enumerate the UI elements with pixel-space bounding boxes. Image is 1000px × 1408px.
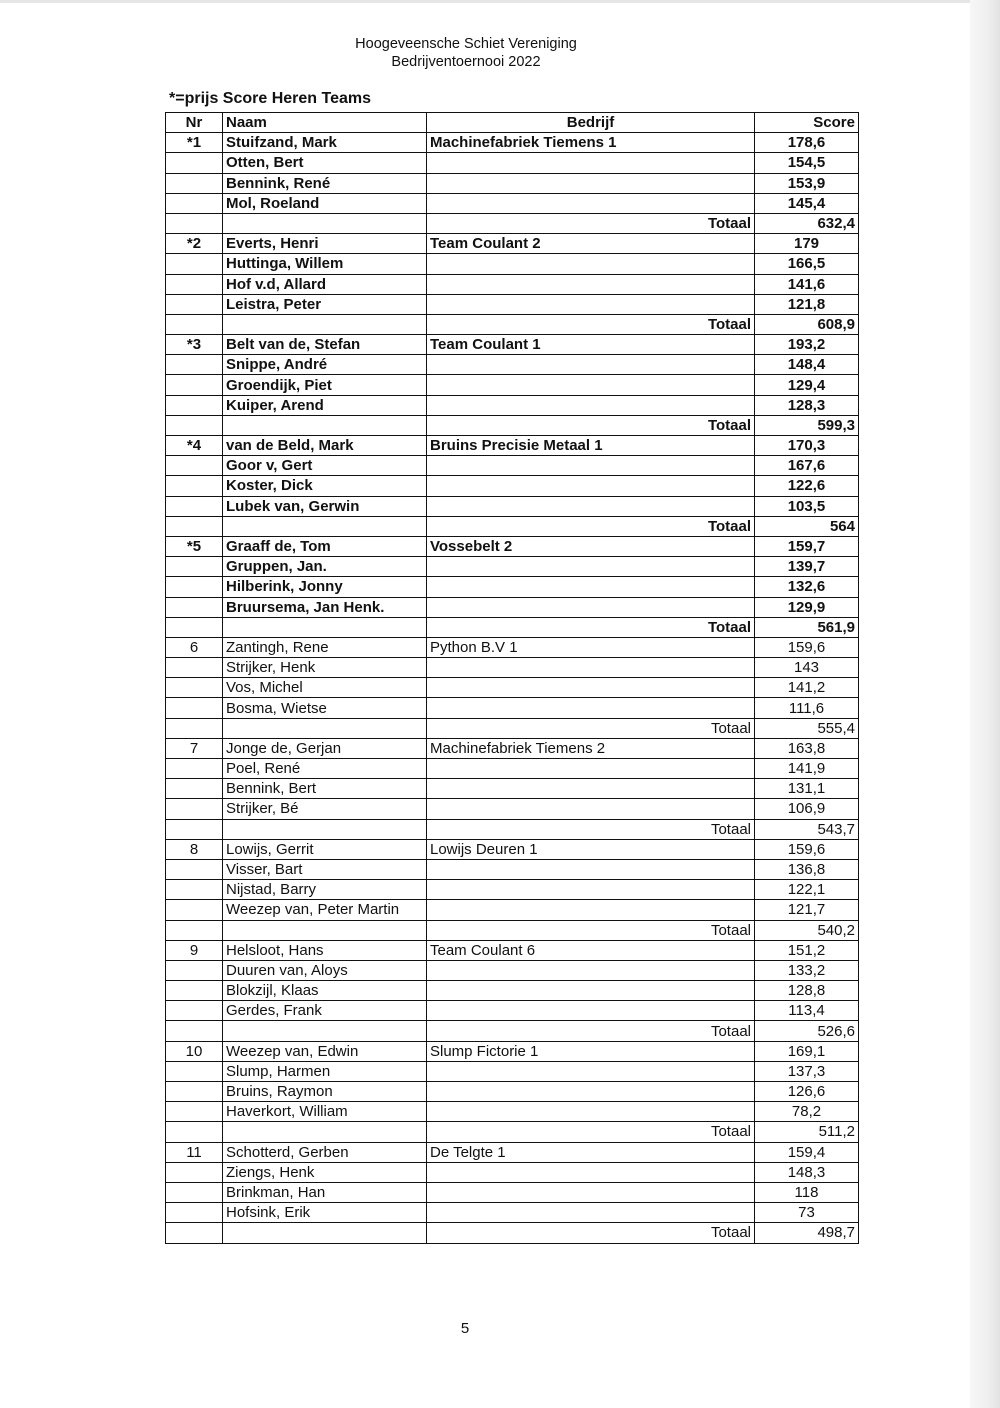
team-rank [166,759,223,779]
member-score: 169,1 [755,1041,859,1061]
member-name: Stuifzand, Mark [223,133,427,153]
member-name: Ziengs, Henk [223,1162,427,1182]
team-member-row [166,1041,859,1061]
company-name [427,153,755,173]
member-score: 193,2 [755,335,859,355]
document-header [166,35,766,71]
team-member-row [166,1061,859,1081]
company-name [427,658,755,678]
total-empty-naam [223,213,427,233]
company-name [427,254,755,274]
team-total: 511,2 [755,1122,859,1142]
total-empty-nr [166,1223,223,1243]
member-score: 78,2 [755,1102,859,1122]
team-total: 543,7 [755,819,859,839]
team-member-row [166,375,859,395]
team-member-row [166,133,859,153]
member-score: 159,4 [755,1142,859,1162]
team-member-row [166,1001,859,1021]
total-empty-nr [166,718,223,738]
team-rank [166,193,223,213]
member-score: 128,3 [755,395,859,415]
member-score: 159,7 [755,536,859,556]
member-name: Otten, Bert [223,153,427,173]
total-empty-nr [166,213,223,233]
team-member-row [166,153,859,173]
total-empty-naam [223,819,427,839]
team-total: 561,9 [755,617,859,637]
page-number: 5 [460,1320,470,1337]
total-empty-nr [166,415,223,435]
total-label: Totaal [427,1021,755,1041]
company-name [427,597,755,617]
header-score: Score [755,113,859,133]
team-rank [166,395,223,415]
member-score: 167,6 [755,456,859,476]
member-score: 73 [755,1203,859,1223]
total-label: Totaal [427,617,755,637]
member-score: 137,3 [755,1061,859,1081]
team-member-row [166,274,859,294]
member-name: Lubek van, Gerwin [223,496,427,516]
member-name: Hofsink, Erik [223,1203,427,1223]
team-total-row [166,516,859,536]
team-member-row [166,335,859,355]
team-rank [166,456,223,476]
company-name: Slump Fictorie 1 [427,1041,755,1061]
team-member-row [166,1082,859,1102]
company-name [427,759,755,779]
team-rank [166,577,223,597]
company-name [427,1102,755,1122]
team-rank [166,375,223,395]
team-scores-table [165,112,859,1244]
company-name [427,1061,755,1081]
member-score: 159,6 [755,839,859,859]
total-empty-nr [166,819,223,839]
member-name: Hof v.d, Allard [223,274,427,294]
member-name: Gerdes, Frank [223,1001,427,1021]
company-name [427,173,755,193]
team-member-row [166,1182,859,1202]
member-name: Blokzijl, Klaas [223,981,427,1001]
company-name [427,476,755,496]
company-name: Python B.V 1 [427,637,755,657]
team-rank [166,294,223,314]
member-score: 129,4 [755,375,859,395]
company-name [427,900,755,920]
total-empty-naam [223,314,427,334]
member-name: Strijker, Henk [223,658,427,678]
member-score: 143 [755,658,859,678]
member-name: Bennink, René [223,173,427,193]
member-name: Weezep van, Edwin [223,1041,427,1061]
team-member-row [166,436,859,456]
team-rank [166,597,223,617]
team-member-row [166,1102,859,1122]
team-total: 526,6 [755,1021,859,1041]
team-total: 498,7 [755,1223,859,1243]
member-name: Lowijs, Gerrit [223,839,427,859]
team-member-row [166,456,859,476]
total-label: Totaal [427,920,755,940]
team-total-row [166,920,859,940]
member-score: 139,7 [755,557,859,577]
company-name: Machinefabriek Tiemens 1 [427,133,755,153]
club-name: Hoogeveensche Schiet Vereniging [355,36,577,52]
company-name: Team Coulant 2 [427,234,755,254]
team-rank [166,1182,223,1202]
company-name: Lowijs Deuren 1 [427,839,755,859]
member-name: Helsloot, Hans [223,940,427,960]
team-member-row [166,1162,859,1182]
total-label: Totaal [427,1122,755,1142]
team-rank [166,1082,223,1102]
company-name [427,456,755,476]
member-score: 153,9 [755,173,859,193]
team-rank [166,355,223,375]
team-total: 555,4 [755,718,859,738]
team-member-row [166,678,859,698]
team-rank [166,1061,223,1081]
member-score: 178,6 [755,133,859,153]
member-score: 133,2 [755,960,859,980]
member-score: 136,8 [755,859,859,879]
team-rank [166,254,223,274]
team-rank [166,1102,223,1122]
member-name: Strijker, Bé [223,799,427,819]
team-rank: *5 [166,536,223,556]
member-name: Gruppen, Jan. [223,557,427,577]
member-name: Schotterd, Gerben [223,1142,427,1162]
company-name [427,193,755,213]
total-empty-naam [223,920,427,940]
team-member-row [166,173,859,193]
total-empty-nr [166,1122,223,1142]
member-score: 179 [755,234,859,254]
team-rank [166,1203,223,1223]
company-name [427,698,755,718]
team-rank: 7 [166,738,223,758]
member-score: 148,3 [755,1162,859,1182]
member-score: 141,9 [755,759,859,779]
total-empty-naam [223,516,427,536]
member-score: 163,8 [755,738,859,758]
total-label: Totaal [427,314,755,334]
total-empty-naam [223,617,427,637]
member-name: Duuren van, Aloys [223,960,427,980]
total-empty-nr [166,1021,223,1041]
team-member-row [166,193,859,213]
team-rank [166,960,223,980]
member-name: Visser, Bart [223,859,427,879]
team-rank [166,274,223,294]
company-name: Machinefabriek Tiemens 2 [427,738,755,758]
company-name: Bruins Precisie Metaal 1 [427,436,755,456]
member-name: Brinkman, Han [223,1182,427,1202]
team-member-row [166,1203,859,1223]
team-member-row [166,981,859,1001]
team-member-row [166,234,859,254]
member-name: Kuiper, Arend [223,395,427,415]
team-rank [166,496,223,516]
member-score: 141,6 [755,274,859,294]
member-name: Haverkort, William [223,1102,427,1122]
member-name: Bruins, Raymon [223,1082,427,1102]
member-name: Weezep van, Peter Martin [223,900,427,920]
member-score: 126,6 [755,1082,859,1102]
company-name: Team Coulant 6 [427,940,755,960]
company-name [427,577,755,597]
company-name [427,1203,755,1223]
member-score: 122,1 [755,880,859,900]
company-name [427,557,755,577]
team-member-row [166,476,859,496]
member-score: 113,4 [755,1001,859,1021]
company-name [427,294,755,314]
company-name [427,395,755,415]
member-score: 166,5 [755,254,859,274]
scan-top-edge [0,0,1000,3]
member-score: 106,9 [755,799,859,819]
member-score: 121,7 [755,900,859,920]
member-name: Huttinga, Willem [223,254,427,274]
total-empty-nr [166,314,223,334]
team-member-row [166,496,859,516]
header-bedrijf: Bedrijf [427,113,755,133]
member-name: Slump, Harmen [223,1061,427,1081]
company-name [427,375,755,395]
member-score: 170,3 [755,436,859,456]
team-total-row [166,718,859,738]
company-name [427,1162,755,1182]
team-rank [166,476,223,496]
team-rank: 9 [166,940,223,960]
member-name: Leistra, Peter [223,294,427,314]
scan-right-edge [970,0,1000,1408]
team-member-row [166,698,859,718]
company-name: De Telgte 1 [427,1142,755,1162]
team-rank [166,173,223,193]
member-name: Vos, Michel [223,678,427,698]
team-rank: *2 [166,234,223,254]
tournament-title: Bedrijventoernooi 2022 [391,54,541,70]
total-label: Totaal [427,819,755,839]
company-name: Team Coulant 1 [427,335,755,355]
total-label: Totaal [427,718,755,738]
member-score: 145,4 [755,193,859,213]
table-header-row [166,113,859,133]
member-score: 148,4 [755,355,859,375]
company-name [427,1082,755,1102]
total-empty-naam [223,1021,427,1041]
company-name [427,799,755,819]
team-member-row [166,658,859,678]
team-rank [166,859,223,879]
team-total: 632,4 [755,213,859,233]
member-score: 132,6 [755,577,859,597]
team-rank [166,557,223,577]
team-member-row [166,839,859,859]
member-name: Bosma, Wietse [223,698,427,718]
member-name: Bruursema, Jan Henk. [223,597,427,617]
company-name [427,779,755,799]
member-name: Poel, René [223,759,427,779]
team-member-row [166,536,859,556]
team-member-row [166,637,859,657]
total-empty-nr [166,516,223,536]
team-rank [166,1001,223,1021]
team-rank: 8 [166,839,223,859]
member-name: Snippe, André [223,355,427,375]
team-total: 608,9 [755,314,859,334]
team-member-row [166,880,859,900]
team-rank [166,880,223,900]
member-score: 118 [755,1182,859,1202]
company-name [427,960,755,980]
total-empty-nr [166,617,223,637]
member-score: 111,6 [755,698,859,718]
team-member-row [166,940,859,960]
header-naam: Naam [223,113,427,133]
team-total-row [166,1223,859,1243]
member-name: Bennink, Bert [223,779,427,799]
company-name [427,981,755,1001]
team-total-row [166,617,859,637]
member-name: Goor v, Gert [223,456,427,476]
total-empty-nr [166,920,223,940]
member-name: Belt van de, Stefan [223,335,427,355]
team-rank: 11 [166,1142,223,1162]
team-member-row [166,799,859,819]
member-name: Koster, Dick [223,476,427,496]
team-total-row [166,314,859,334]
team-member-row [166,759,859,779]
company-name [427,1182,755,1202]
member-name: Jonge de, Gerjan [223,738,427,758]
team-total: 564 [755,516,859,536]
team-total: 599,3 [755,415,859,435]
member-score: 122,6 [755,476,859,496]
member-name: Zantingh, Rene [223,637,427,657]
company-name [427,496,755,516]
member-score: 128,8 [755,981,859,1001]
total-empty-naam [223,1223,427,1243]
member-name: Graaff de, Tom [223,536,427,556]
team-member-row [166,738,859,758]
team-rank: *1 [166,133,223,153]
team-rank [166,678,223,698]
member-score: 141,2 [755,678,859,698]
total-label: Totaal [427,415,755,435]
team-member-row [166,294,859,314]
team-member-row [166,355,859,375]
team-total-row [166,1021,859,1041]
member-name: Mol, Roeland [223,193,427,213]
total-label: Totaal [427,1223,755,1243]
company-name [427,1001,755,1021]
member-name: van de Beld, Mark [223,436,427,456]
total-empty-naam [223,1122,427,1142]
team-member-row [166,779,859,799]
total-label: Totaal [427,516,755,536]
header-nr: Nr [166,113,223,133]
company-name [427,355,755,375]
team-rank [166,799,223,819]
team-member-row [166,254,859,274]
team-member-row [166,900,859,920]
company-name [427,880,755,900]
total-empty-naam [223,415,427,435]
company-name [427,274,755,294]
team-rank [166,698,223,718]
team-member-row [166,1142,859,1162]
team-total-row [166,819,859,839]
member-score: 129,9 [755,597,859,617]
team-member-row [166,597,859,617]
team-rank: *4 [166,436,223,456]
company-name [427,678,755,698]
member-name: Hilberink, Jonny [223,577,427,597]
team-total: 540,2 [755,920,859,940]
member-name: Nijstad, Barry [223,880,427,900]
member-score: 103,5 [755,496,859,516]
team-member-row [166,395,859,415]
company-name: Vossebelt 2 [427,536,755,556]
team-member-row [166,960,859,980]
team-rank [166,1162,223,1182]
team-rank [166,658,223,678]
member-score: 131,1 [755,779,859,799]
member-name: Everts, Henri [223,234,427,254]
team-rank [166,981,223,1001]
member-score: 151,2 [755,940,859,960]
team-member-row [166,557,859,577]
team-total-row [166,1122,859,1142]
member-score: 154,5 [755,153,859,173]
team-rank [166,153,223,173]
table-legend: *=prijs Score Heren Teams [169,90,372,107]
member-score: 159,6 [755,637,859,657]
team-rank [166,779,223,799]
total-empty-naam [223,718,427,738]
company-name [427,859,755,879]
team-rank: *3 [166,335,223,355]
team-rank [166,900,223,920]
team-rank: 10 [166,1041,223,1061]
team-total-row [166,213,859,233]
team-rank: 6 [166,637,223,657]
team-total-row [166,415,859,435]
total-label: Totaal [427,213,755,233]
member-name: Groendijk, Piet [223,375,427,395]
member-score: 121,8 [755,294,859,314]
team-member-row [166,577,859,597]
team-member-row [166,859,859,879]
